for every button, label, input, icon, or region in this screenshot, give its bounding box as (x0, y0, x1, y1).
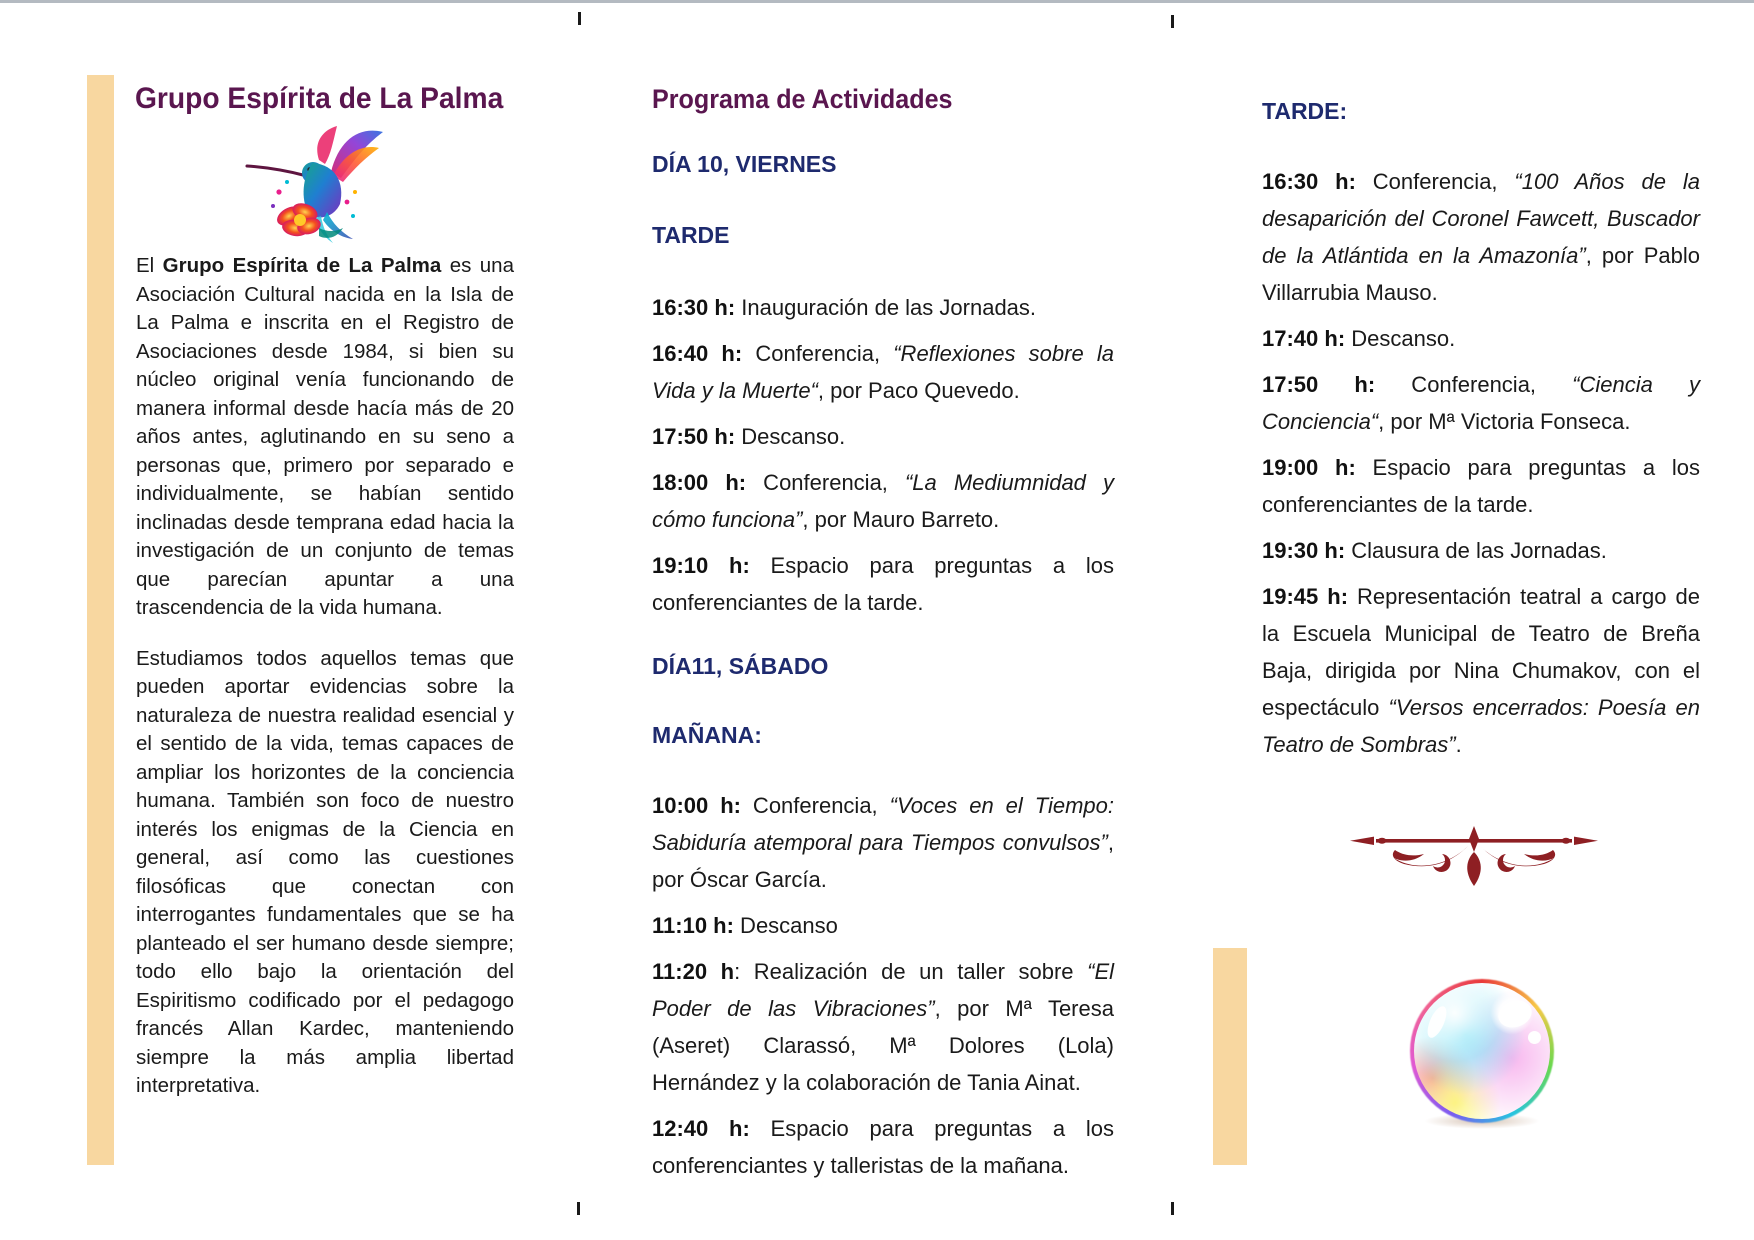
schedule-event: 10:00 h: Conferencia, “Voces en el Tiempo: Sabiduría atemporal para Tiempos convulsos”, por Óscar García. (652, 793, 1114, 892)
day1-afternoon-events (652, 289, 1114, 621)
schedule-event: 16:30 h: Inauguración de las Jornadas. (652, 295, 1037, 320)
schedule-event: 17:50 h: Conferencia, “Ciencia y Conciencia“, por Mª Victoria Fonseca. (1262, 372, 1700, 434)
bubble-body (1414, 983, 1550, 1119)
intro-group-name: Grupo Espírita de La Palma (162, 254, 442, 277)
day2-session-heading: MAÑANA: (652, 722, 762, 748)
schedule-event: 16:30 h: Conferencia, “100 Años de la desaparición del Coronel Fawcett, Buscador de la Atlántida en la Amazonía”, por Pablo Villarrubia Mauso. (1262, 169, 1701, 305)
page-top-edge (0, 0, 1754, 3)
right-accent-bar (1213, 948, 1247, 1165)
day2-heading: DÍA11, SÁBADO (652, 653, 829, 679)
about-paragraph-2: Estudiamos todos aquellos temas que pueden aportar evidencias sobre la naturaleza de nuestra realidad esencial y el sentido de la vida, temas capaces de ampliar los horizontes de la conciencia humana. También son foco de nuestro interés los enigmas de la Ciencia en general, así como las cuestiones filosóficas que conectan con interrogantes fundamentales que se ha planteado el ser humano desde siempre; todo ello bajo la orientación del Espiritismo codificado por el pedagogo francés Allan Kardec, manteniendo siempre la más amplia libertad interpretativa. (136, 646, 514, 1097)
program-title: Programa de Actividades (652, 84, 953, 114)
schedule-event: 18:00 h: Conferencia, “La Mediumnidad y cómo funciona”, por Mauro Barreto. (652, 470, 1114, 532)
hummingbird-logo (243, 114, 393, 248)
fold-mark-bottom-right (1171, 1202, 1174, 1215)
fold-mark-bottom-left (577, 1202, 580, 1215)
group-title: Grupo Espírita de La Palma (135, 82, 504, 115)
day2-morning-events (652, 787, 1114, 1184)
schedule-event: 17:40 h: Descanso. (1262, 326, 1456, 351)
soap-bubble-image (1410, 979, 1554, 1131)
intro-rest: es una Asociación Cultural nacida en la Isla de La Palma e inscrita en el Registro de Asociaciones desde 1984, si bien su núcleo original venía funcionando de manera informal desde hacía más de 20 años antes, aglutinando en su seno a personas que, primero por separado e individualmente, se habían sentido inclinadas desde temprana edad hacia la investigación de un conjunto de temas que parecían apuntar a una trascendencia de la vida humana. (136, 254, 514, 619)
program-column (652, 84, 1114, 1193)
schedule-event: 19:45 h: Representación teatral a cargo de la Escuela Municipal de Teatro de Breña Baja, dirigida por Nina Chumakov, con el espectáculo “Versos encerrados: Poesía en Teatro de Sombras”. (1262, 584, 1700, 757)
day1-session-heading: TARDE (652, 222, 730, 248)
schedule-event: 19:10 h: Espacio para preguntas a los conferenciantes de la tarde. (652, 553, 1114, 615)
intro-lead: El (136, 254, 163, 277)
fold-mark-top-right (1171, 15, 1174, 28)
day2-afternoon-heading: TARDE: (1262, 98, 1348, 124)
day2-afternoon-column (1262, 98, 1700, 772)
schedule-event: 16:40 h: Conferencia, “Reflexiones sobre la Vida y la Muerte“, por Paco Quevedo. (652, 341, 1114, 403)
schedule-event: 11:10 h: Descanso (652, 913, 838, 938)
fold-mark-top-left (578, 12, 581, 25)
about-paragraph-1 (136, 252, 514, 623)
day1-heading: DÍA 10, VIERNES (652, 151, 837, 177)
schedule-event: 19:30 h: Clausura de las Jornadas. (1262, 538, 1607, 563)
schedule-event: 12:40 h: Espacio para preguntas a los conferenciantes y talleristas de la mañana. (652, 1116, 1114, 1178)
schedule-event: 11:20 h: Realización de un taller sobre “El Poder de las Vibraciones”, por Mª Teresa (Aseret) Clarassó, Mª Dolores (Lola) Hernández y la colaboración de Tania Ainat. (652, 959, 1115, 1095)
ornamental-divider-icon (1350, 824, 1598, 896)
schedule-event: 19:00 h: Espacio para preguntas a los conferenciantes de la tarde. (1262, 455, 1700, 517)
schedule-event: 17:50 h: Descanso. (652, 424, 846, 449)
bubble-highlight-small (1528, 1031, 1541, 1044)
day2-afternoon-events (1262, 163, 1700, 763)
about-text (136, 252, 514, 1101)
left-accent-bar (87, 75, 114, 1165)
